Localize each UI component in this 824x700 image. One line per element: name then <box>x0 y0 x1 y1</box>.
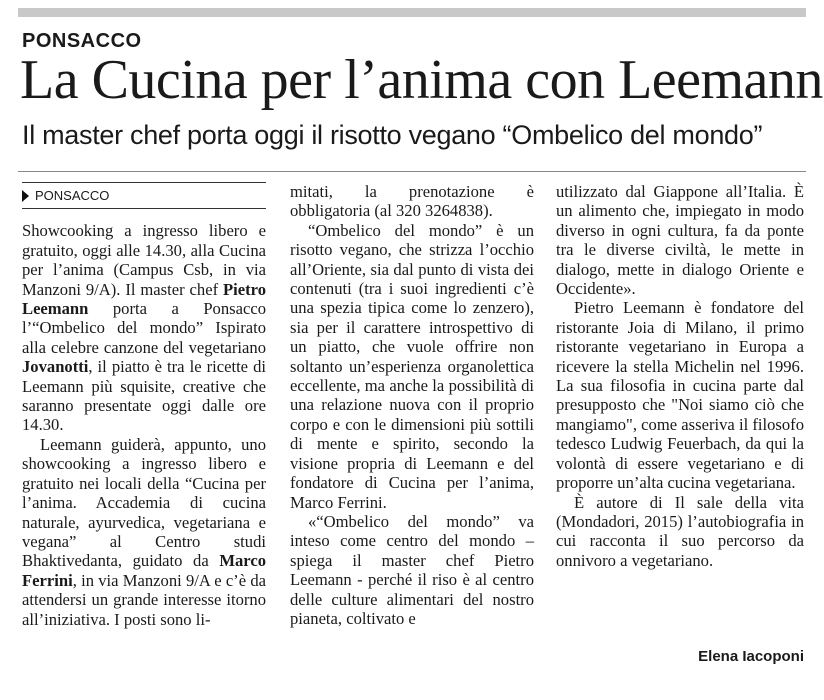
author-byline: Elena Iacoponi <box>698 648 804 665</box>
top-rule <box>18 8 806 17</box>
column-3-body <box>556 182 804 570</box>
text-run: “Ombelico del mondo” è un risotto vegano, che strizza l’occhio all’Oriente, sia dal punto di vista dei contenuti (tra i suoi ingredienti c’è una spezia tipica come lo zenzero), sia per il carattere introspettivo di un piatto, che vuole offrire non soltanto un’esperienza organolettica eccellente, ma anche la possibilità di una relazione nuova con il proprio corpo e con le dimensioni più sottili di mente e spirito, secondo la visione propria di Leemann e del fondatore di Cucina per l’anima, Marco Ferrini. <box>290 220 534 512</box>
subheadline: Il master chef porta oggi il risotto vegano “Ombelico del mondo” <box>22 120 763 150</box>
column-1-body <box>22 221 266 629</box>
article-paragraph <box>556 182 804 298</box>
text-run: «“Ombelico del mondo” va inteso come centro del mondo – spiega il master chef Pietro Leemann - perché il riso è al centro delle culture alimentari del nostro pianeta, coltivato e <box>290 511 534 628</box>
article-column-1 <box>22 182 266 629</box>
headline: La Cucina per l’anima con Leemann <box>20 49 823 111</box>
text-run: Pietro Leemann è fondatore del ristorante Joia di Milano, il primo ristorante vegetariano in Europa a ricevere la stella Michelin nel 1996. La sua filosofia in cucina parte dal presupposto che "Noi siamo ciò che mangiamo", come asseriva il filosofo tedesco Ludwig Feuerbach, da qui la volontà di essere vegetariano e di proporre un’alta cucina vegetariana. <box>556 298 804 493</box>
text-run: utilizzato dal Giappone all’Italia. È un alimento che, impiegato in modo diverso in ogni cultura, fa da ponte tra le diverse civiltà, le mette in dialogo, mette in dialogo Oriente e Occidente». <box>556 182 804 299</box>
article-paragraph <box>556 493 804 571</box>
bold-name: Jovanotti <box>22 357 89 377</box>
dateline-location: PONSACCO <box>35 188 110 203</box>
bold-name: Pietro Leemann <box>22 279 266 319</box>
text-run: Leemann guiderà, appunto, uno showcooking a ingresso libero e gratuito nei locali della “Cucina per l’anima. Accademia di cucina naturale, ayurvedica, vegetariana e vegana” al Centro studi Bhaktivedanta, guidato da <box>22 434 266 571</box>
text-run: mitati, la prenotazione è obbligatoria (al 320 3264838). <box>290 182 534 221</box>
article-paragraph <box>22 221 266 434</box>
triangle-marker-icon <box>22 190 29 202</box>
article-paragraph <box>22 435 266 629</box>
article-paragraph <box>290 221 534 512</box>
article-paragraph <box>290 182 534 221</box>
header-divider <box>18 171 806 172</box>
article-paragraph <box>290 512 534 628</box>
kicker-location: PONSACCO <box>22 30 142 52</box>
bold-name: Marco Ferrini <box>22 551 266 590</box>
article-paragraph <box>556 298 804 492</box>
text-run: porta a Ponsacco l’“Ombelico del mondo” Ispirato alla celebre canzone del vegetariano <box>22 299 266 357</box>
text-run: , in via Manzoni 9/A e c’è da attendersi un grande interesse itorno all’iniziativa. I posti sono li- <box>22 570 266 629</box>
text-run: È autore di Il sale della vita (Mondadori, 2015) l’autobiografia in cui racconta il suo percorso da onnivoro a vegetariano. <box>556 492 804 570</box>
dateline <box>22 182 266 209</box>
article-column-2 <box>290 182 534 628</box>
article-column-3 <box>556 182 804 570</box>
text-run: , il piatto è tra le ricette di Leemann più squisite, creative che saranno presentate oggi dalle ore 14.30. <box>22 357 266 435</box>
column-2-body <box>290 182 534 628</box>
text-run: Showcooking a ingresso libero e gratuito, oggi alle 14.30, alla Cucina per l’anima (Campus Csb, in via Manzoni 9/A). Il master chef <box>22 221 266 299</box>
